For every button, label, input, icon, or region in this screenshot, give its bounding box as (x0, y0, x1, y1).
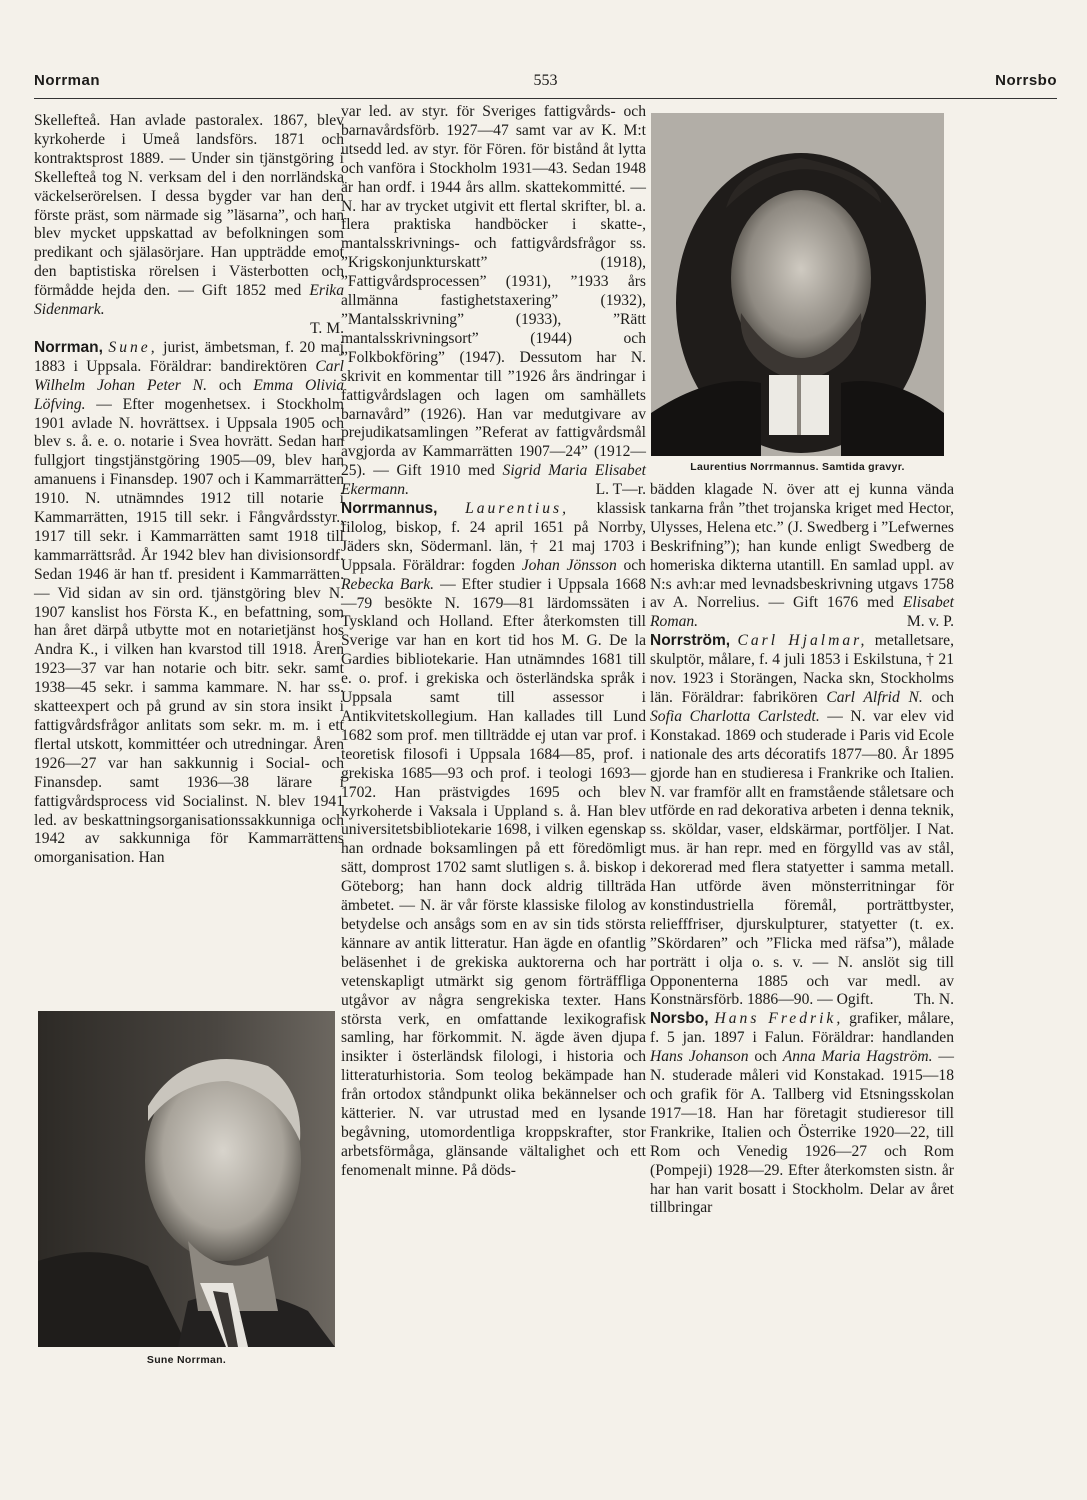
entry-text: och (206, 376, 254, 394)
given-name: Hans Fredrik, (714, 1010, 844, 1028)
father-name: Hans Johanson (650, 1048, 749, 1066)
running-header (34, 68, 1057, 99)
entry-lemma: Norrman, (34, 338, 103, 356)
entry-text: och (922, 688, 954, 706)
page-number: 553 (533, 72, 558, 89)
header-right-keyword: Norrsbo (995, 72, 1057, 89)
portrait-sune-norrman (38, 1011, 335, 1347)
entry-lemma: Norrmannus, (341, 500, 438, 518)
entry-text: metalletsare, skulptör, målare, f. 4 juli 1853 i Eskilstuna, † 21 nov. 1923 i Storängen, Nacka skn, Stockholms län. Föräldrar: fabrikören (650, 632, 954, 706)
mother-name: Anna Maria Hagström. (782, 1048, 933, 1066)
father-name: Carl Alfrid N. (826, 688, 923, 706)
entry-text: och (616, 556, 646, 574)
entry-norsbo-hans (650, 1010, 954, 1218)
entry-text: bädden klagade N. över att ej kunna vända tankarna från ”thet trojanska kriget med Hector, Ulysses, Helena etc.” (J. Swedberg i ”Lefwernes Beskrifning”); han kunde enligt Swedberg de homeriska dikterna utantill. En samlad uppl. av N:s avh:ar med levnadsbeskrivning utgavs 1758 av A. Norrelius. — Gift 1676 med (650, 481, 954, 612)
author-signature: L. T—r. (595, 481, 646, 499)
given-name: Sune, (108, 338, 158, 356)
given-name: Carl Hjalmar, (737, 632, 868, 650)
portrait-laurentius-norrmannus (651, 113, 944, 456)
author-signature: T. M. (310, 319, 344, 337)
spouse-name: Erika Sidenmark. (34, 282, 344, 319)
entry-text: och (748, 1048, 783, 1066)
entry-text: grafiker, målare, f. 5 jan. 1897 i Falun. Föräldrar: handlanden (650, 1010, 954, 1047)
spouse-name: Sigrid Maria Elisabet Ekermann. (341, 462, 646, 499)
entry-lemma: Norsbo, (650, 1010, 709, 1028)
column-3 (650, 481, 954, 1218)
spouse-name: Elisabet Roman. (650, 594, 954, 631)
column-1 (34, 112, 344, 868)
father-name: Carl Wilhelm Johan Peter N. (34, 357, 344, 394)
entry-text: — N. var elev vid Konstakad. 1869 och studerade i Paris vid Ecole nationale des arts décoratifs 1877—80. År 1895 gjorde han en studieresa i Frankrike och Italien. N. var framför allt en framstående ståletsare och utförde en rad dekorativa arbeten i denna teknik, ss. sköldar, vaser, eldskärmar, portföljer. I Nat. mus. är han repr. med en förgylld vas av stål, dekorerad med flera statyetter i samma metall. Han utförde även mönsterritningar för konstindustriella föremål, porträttbyster, reliefffriser, djurskulpturer, statyetter (t. ex. ”Skördaren” och ”Flicka med räfsa”), målade porträtt i olja o. s. v. — N. anslöt sig till Opponenterna 1885 och var medl. av Konstnärsförb. 1886—90. — Ogift. (650, 707, 954, 1009)
entry-text: var led. av styr. för Sveriges fattigvårds- och barnavårdsförb. 1927—47 samt var av K. M:t utsedd led. av styr. för Fören. för bistånd åt lytta och vanföra i Stockholm 1931—43. Sedan 1948 är han ordf. i 1944 års allm. skattekommitté. — N. har av trycket utgivit ett flertal skrifter, bl. a. flera praktiska handböcker i skatte-, mantalsskrivnings- och fattigvårdsfrågor ss. ”Krigskonjunkturskatt” (1918), ”Fattigvårdsprocessen” (1931), ”1933 års allmänna fastighetstaxering” (1932), ”Mantalsskrivning” (1933), ”Rätt mantalsskrivningsort” (1944) och ”Folkbokföring” (1947). Dessutom har N. skrivit en kommentar till ”1926 års ändringar i fattigvårdslagen och lagen om samhällets barnavård” (1926). Han var medutgivare av prejudikatsamlingen ”Referat av fattigvårdsmål avgjorda av Kammarrätten 1907—24” (1912—25). — Gift 1910 med (341, 103, 646, 480)
entry-lemma: Norrström, (650, 632, 731, 650)
photo-caption: Laurentius Norrmannus. Samtida gravyr. (690, 461, 905, 473)
entry-text: — N. studerade måleri vid Konstakad. 1915—18 och grafik för A. Tallberg vid Etsningsskolan 1917—18. Han har företagit studieresor till Frankrike, Italien och Österrike 1920—22, till Rom och Venedig 1926—27 och Rom (Pompeji) 1928—29. Efter återkomsten sistn. år har han varit bosatt i Stockholm. Delar av året tillbringar (650, 1048, 955, 1217)
column-2 (341, 103, 646, 1181)
author-signature: Th. N. (913, 991, 954, 1009)
photo-caption: Sune Norrman. (146, 1354, 227, 1366)
mother-name: Sofia Charlotta Carlstedt. (650, 707, 820, 725)
engraving-portrait-icon (651, 113, 944, 456)
entry-text: Skellefteå. Han avlade pastoralex. 1867, blev kyrkoherde i Umeå landsförs. 1871 och kontraktsprost 1889. — Under sin tjänstgöring i Skellefteå tog N. verksam del i den norrländska väckelserörelsen. I dessa bygder var han den förste präst, som närmade sig ”läsarna”, och han blev mycket uppskattad av befolkningen som predikant och själasörjare. Han uppträdde emot den baptistiska rörelsen i Västerbotten och förmådde hejda den. — Gift 1852 med (34, 112, 344, 300)
entry-text: klassisk filolog, biskop, f. 24 april 1651 på Norrby, Jäders skn, Södermanl. län, † 21 maj 1703 i Uppsala. Föräldrar: fogden (341, 500, 646, 574)
entry-norrmannus-laurentius (341, 500, 646, 1181)
header-left-keyword: Norrman (34, 72, 101, 89)
entry-text: — Efter studier i Uppsala 1668—79 besökte N. 1679—81 lärdomssäten i Tyskland och Holland. Efter återkomsten till Sverige var han en kort tid hos M. G. De la Gardies bibliotekarie. Han utnämndes 1681 till e. o. prof. i grekiska och österländska språk i Uppsala samt till assessor i Antikvitetskollegium. Han kallades till Lund 1682 som prof. men tillträdde ej utan var prof. i teoretisk filosofi i Uppsala 1684—85, prof. i grekiska 1685—93 och prof. i teologi 1693—1702. Han prästvigdes 1695 och blev kyrkoherde i Vaksala i Uppland s. å. Han blev universitetsbibliotekarie 1698, i vilken egenskap han ordnade boksamlingen på ett föredömligt sätt, domprost 1702 samt slutligen s. å. biskop i Göteborg; han hann dock aldrig tillträda ämbetet. — N. är vår förste klassiske filolog av betydelse och ansågs som en av sin tids största kännare av antik litteratur. Han ägde en ofantlig beläsenhet i de grekiska auktorerna och har vetenskapligt utmärkt sig genom förträffliga utgåvor av några sengrekiska texter. Hans största verk, en omfattande lexikografisk samling, har förkommit. N. ägde även djupa insikter i österländsk filologi, i historia och litteraturhistoria. Som teolog bekämpade han från ortodox ståndpunkt olika bekännelser och kätterier. N. var utrustad med en lysande begåvning, utomordentliga kroppskrafter, stor arbetsförmåga, glänsande vältalighet och ett fenomenalt minne. På döds- (341, 575, 646, 1179)
portrait-photo-icon (38, 1011, 335, 1347)
given-name: Laurentius, (465, 500, 569, 518)
entry-text: — Efter mogenhetsex. i Stockholm 1901 avlade N. hovrättsex. i Uppsala 1905 och blev s. å. e. o. notarie i Svea hovrätt. Sedan han fullgjort tingstjänstgöring 1905—09, blev han amanuens i Finansdep. 1907 och i Kammarrätten 1910. N. utnämndes 1912 till notarie i Kammarrätten, 1915 till sekr. i Fångvårdsstyr., 1917 till sekr. i Kammarrätten samt 1918 till kammarrättsråd. År 1942 blev han divisionsordf. Sedan 1946 är han tf. president i Kammarrätten. — Vid sidan av sin ord. tjänstgöring blev N. 1907 kanslist hos Första K., en befattning, som han året därpå utbytte mot en notarietjänst hos Andra K., i vilken han kvarstod till 1918. Åren 1923—37 var han notarie och bitr. sekr. samt 1938—45 sekr. i samma kammare. N. har ss. skatteexpert och på grund av sin stora insikt i fattigvårdsfrågor anlitats som sekr. m. m. i ett flertal utskott, kommittéer och utredningar. Åren 1926—27 var han sakkunnig i Social- och Finansdep. samt 1936—38 lärare i fattigvårdsprocess vid Socialinst. N. blev 1941 led. av beskattningsorganisationssakkunniga och 1942 av sakkunniga för Kammarrättens omorganisation. Han (34, 395, 344, 867)
entry-continuation (34, 112, 344, 320)
entry-continuation (650, 481, 954, 632)
entry-norrstrom-hjalmar (650, 632, 954, 1010)
mother-name: Emma Olivia Löfving. (34, 376, 344, 413)
father-name: Johan Jönsson (521, 556, 617, 574)
entry-text: jurist, ämbetsman, f. 20 maj 1883 i Uppsala. Föräldrar: bandirektören (34, 338, 344, 375)
entry-continuation (341, 103, 646, 500)
mother-name: Rebecka Bark. (341, 575, 435, 593)
author-signature: M. v. P. (906, 613, 954, 631)
entry-norrman-sune (34, 339, 344, 868)
